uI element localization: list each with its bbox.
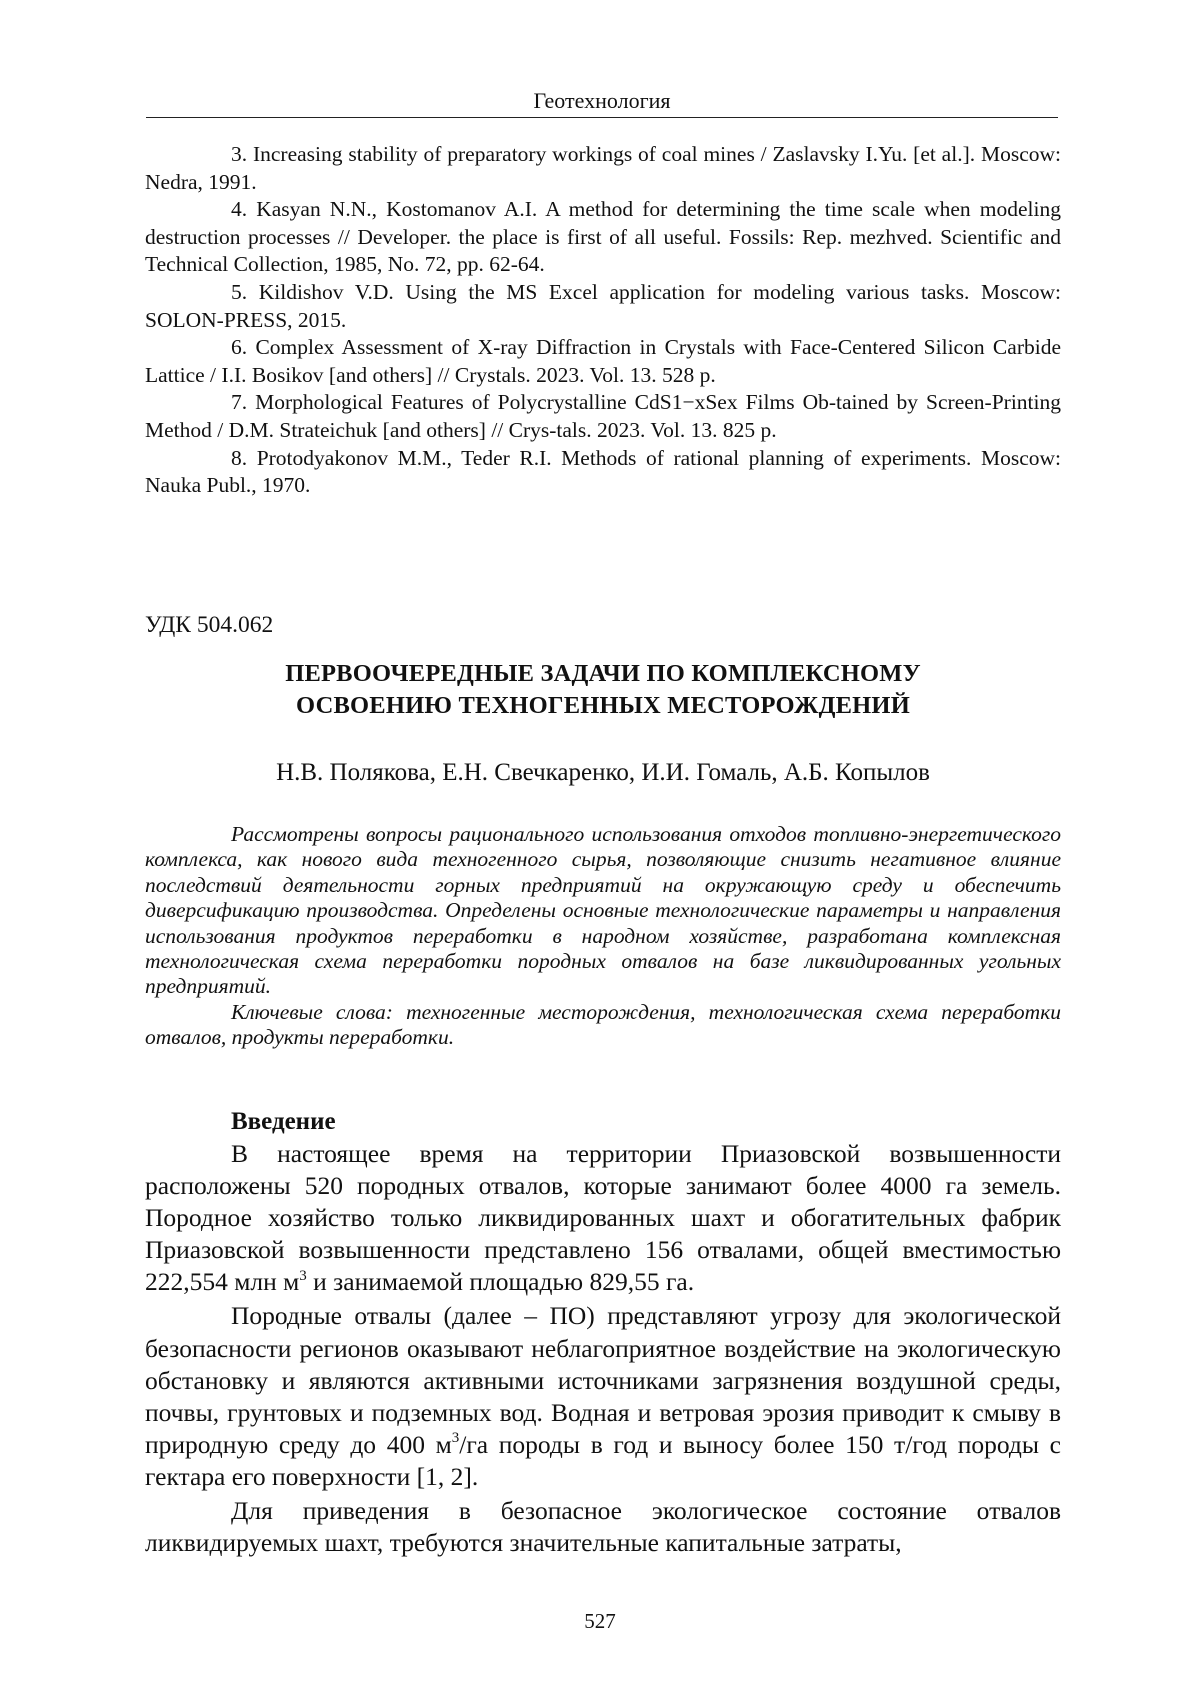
udk-code: УДК 504.062 [145, 612, 274, 638]
reference-item: 4. Kasyan N.N., Kostomanov A.I. A method for determining the time scale when modeling destruction processes // Developer. the place is first of all useful. Fossils: Rep. mezhved. Scientific and Technical Collection, 1985, No. 72, pp. 62-64. [145, 197, 1061, 277]
reference-item: 3. Increasing stability of preparatory workings of coal mines / Zaslavsky I.Yu. [et al.]. Moscow: Nedra, 1991. [145, 142, 1061, 194]
article-title [145, 658, 1061, 722]
references-list [145, 141, 1061, 500]
article-title-line: ОСВОЕНИЮ ТЕХНОГЕННЫХ МЕСТОРОЖДЕНИЙ [296, 692, 910, 719]
paragraph: Для приведения в безопасное экологическое состояние отвалов ликвидируемых шахт, требуются значительные капитальные затраты, [145, 1496, 1061, 1558]
keywords: Ключевые слова: техногенные месторождения, технологическая схема переработки отвалов, продукты переработки. [145, 999, 1061, 1050]
paragraph: В настоящее время на территории Приазовской возвышенности расположены 520 породных отвалов, которые занимают более 4000 га земель. Породное хозяйство только ликвидированных шахт и обогатительных фабрик Приазовской возвышенности представлено 156 отвалами, общей вместимостью 222,554 млн $м^3$ и занимаемой площадью 829,55 га. [145, 1139, 1061, 1297]
reference-item: 8. Protodyakonov M.M., Teder R.I. Methods of rational planning of experiments. Moscow: Nauka Publ., 1970. [145, 445, 1061, 498]
reference-item: 5. Kildishov V.D. Using the MS Excel application for modeling various tasks. Moscow: SOLON-PRESS, 2015. [145, 279, 1061, 332]
running-header: Геотехнология [533, 88, 671, 113]
page-number: 527 [584, 1609, 616, 1633]
reference-item: 7. Morphological Features of Polycrystalline CdS1−xSex Films Ob-tained by Screen-Printing Method / D.M. Strateichuk [and others] // Crys-tals. 2023. Vol. 13. 825 p. [145, 390, 1061, 442]
body-text [145, 1138, 1061, 1559]
abstract-text: Рассмотрены вопросы рационального использования отходов топливно-энергетического комплекса, как нового вида техногенного сырья, позволяющие снизить негативное влияние последствий деятельности горных предприятий на окружающую среду и обеспечить диверсификацию производства. Определены основные технологические параметры и направления использования продуктов переработки в народном хозяйстве, разработана комплексная технологическая схема переработки породных отвалов на базе ликвидированных угольных предприятий. [145, 822, 1061, 999]
abstract [145, 822, 1061, 1051]
section-heading: Введение [231, 1108, 336, 1135]
article-title-line: ПЕРВООЧЕРЕДНЫЕ ЗАДАЧИ ПО КОМПЛЕКСНОМУ [285, 660, 921, 687]
reference-item: 6. Complex Assessment of X-ray Diffraction in Crystals with Face-Centered Silicon Carbide Lattice / I.I. Bosikov [and others] // Crystals. 2023. Vol. 13. 528 p. [145, 335, 1061, 387]
paragraph: Породные отвалы (далее – ПО) представляют угрозу для экологической безопасности регионов оказывают неблагоприятное воздействие на экологическую обстановку и являются активными источниками загрязнения воздушной среды, почвы, грунтовых и подземных вод. Водная и ветровая эрозия приводит к смыву в природную среду до 400 $м^3/га$ породы в год и выносу более 150 т/год породы с гектара его поверхности [1, 2]. [145, 1301, 1061, 1491]
header-rule [146, 117, 1058, 118]
authors: Н.В. Полякова, Е.Н. Свечкаренко, И.И. Гомаль, А.Б. Копылов [276, 759, 930, 786]
